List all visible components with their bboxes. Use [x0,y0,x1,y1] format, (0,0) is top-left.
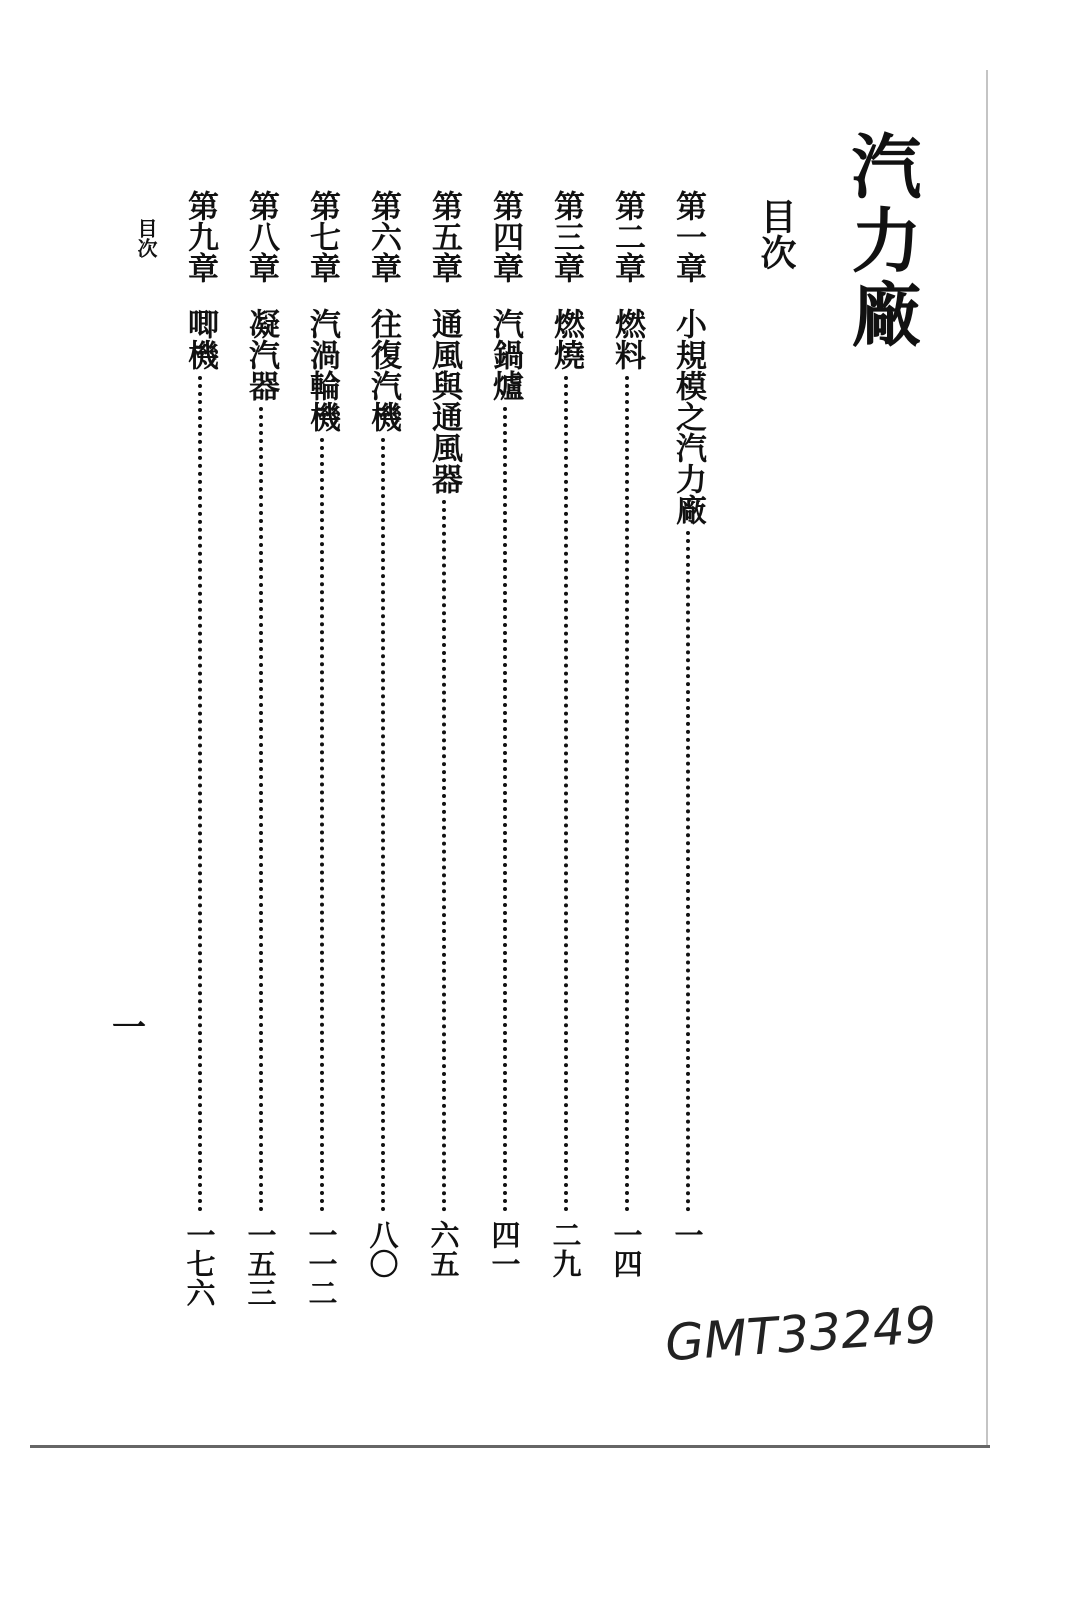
toc-page-number: 一七六 [182,1220,217,1307]
toc-entry[interactable] [184,190,244,1370]
toc-entry[interactable] [367,190,427,1370]
page-edge-right [986,70,988,1445]
toc-entry[interactable] [428,190,488,1370]
toc-chapter-title: 小規模之汽力廠 [670,308,706,525]
toc-leader-dots [503,407,507,1212]
toc-page-number: 六五 [426,1220,461,1278]
toc-leader-dots [564,376,568,1212]
toc-entry[interactable] [245,190,305,1370]
toc-chapter-number: 第四章 [487,190,523,283]
toc-page-number: 二九 [548,1220,583,1278]
toc-page-number: 一五三 [243,1220,278,1307]
toc-chapter-title: 燃燒 [548,308,584,370]
toc-chapter-number: 第八章 [243,190,279,283]
toc-chapter-number: 第三章 [548,190,584,283]
toc-chapter-title: 通風與通風器 [426,308,462,494]
toc-entry[interactable] [672,190,732,1370]
toc-leader-dots [381,438,385,1212]
toc-chapter-number: 第九章 [182,190,218,283]
toc-page-number: 八〇 [365,1220,400,1278]
toc-entry[interactable] [550,190,610,1370]
toc-page-number: 四一 [487,1220,522,1278]
toc-leader-dots [686,531,690,1212]
toc-entry[interactable] [489,190,549,1370]
toc-chapter-number: 第一章 [670,190,706,283]
toc-chapter-title: 唧機 [182,308,218,370]
page-edge-bottom [30,1445,990,1448]
toc-chapter-title: 凝汽器 [243,308,279,401]
toc-leader-dots [442,500,446,1212]
toc-chapter-number: 第七章 [304,190,340,283]
toc-page-number: 一一二 [304,1220,339,1307]
handwritten-shelf-mark: GMT33249 [663,1295,939,1373]
toc-chapter-number: 第六章 [365,190,401,283]
toc-entry[interactable] [306,190,366,1370]
toc-chapter-number: 第二章 [609,190,645,283]
toc-page-number: 一四 [609,1220,644,1278]
toc-chapter-title: 燃料 [609,308,645,370]
toc-chapter-number: 第五章 [426,190,462,283]
page-folio: 一 [112,1008,146,1048]
toc-page-number: 一 [670,1220,705,1249]
toc-leader-dots [259,407,263,1212]
book-title: 汽力廠 [840,130,923,352]
toc-leader-dots [320,438,324,1212]
toc-chapter-title: 汽鍋爐 [487,308,523,401]
toc-leader-dots [625,376,629,1212]
toc-chapter-title: 往復汽機 [365,308,401,432]
running-head: 目次 [134,218,158,258]
contents-heading: 目次 [755,198,797,270]
toc-chapter-title: 汽渦輪機 [304,308,340,432]
toc-leader-dots [198,376,202,1212]
toc-entry[interactable] [611,190,671,1370]
